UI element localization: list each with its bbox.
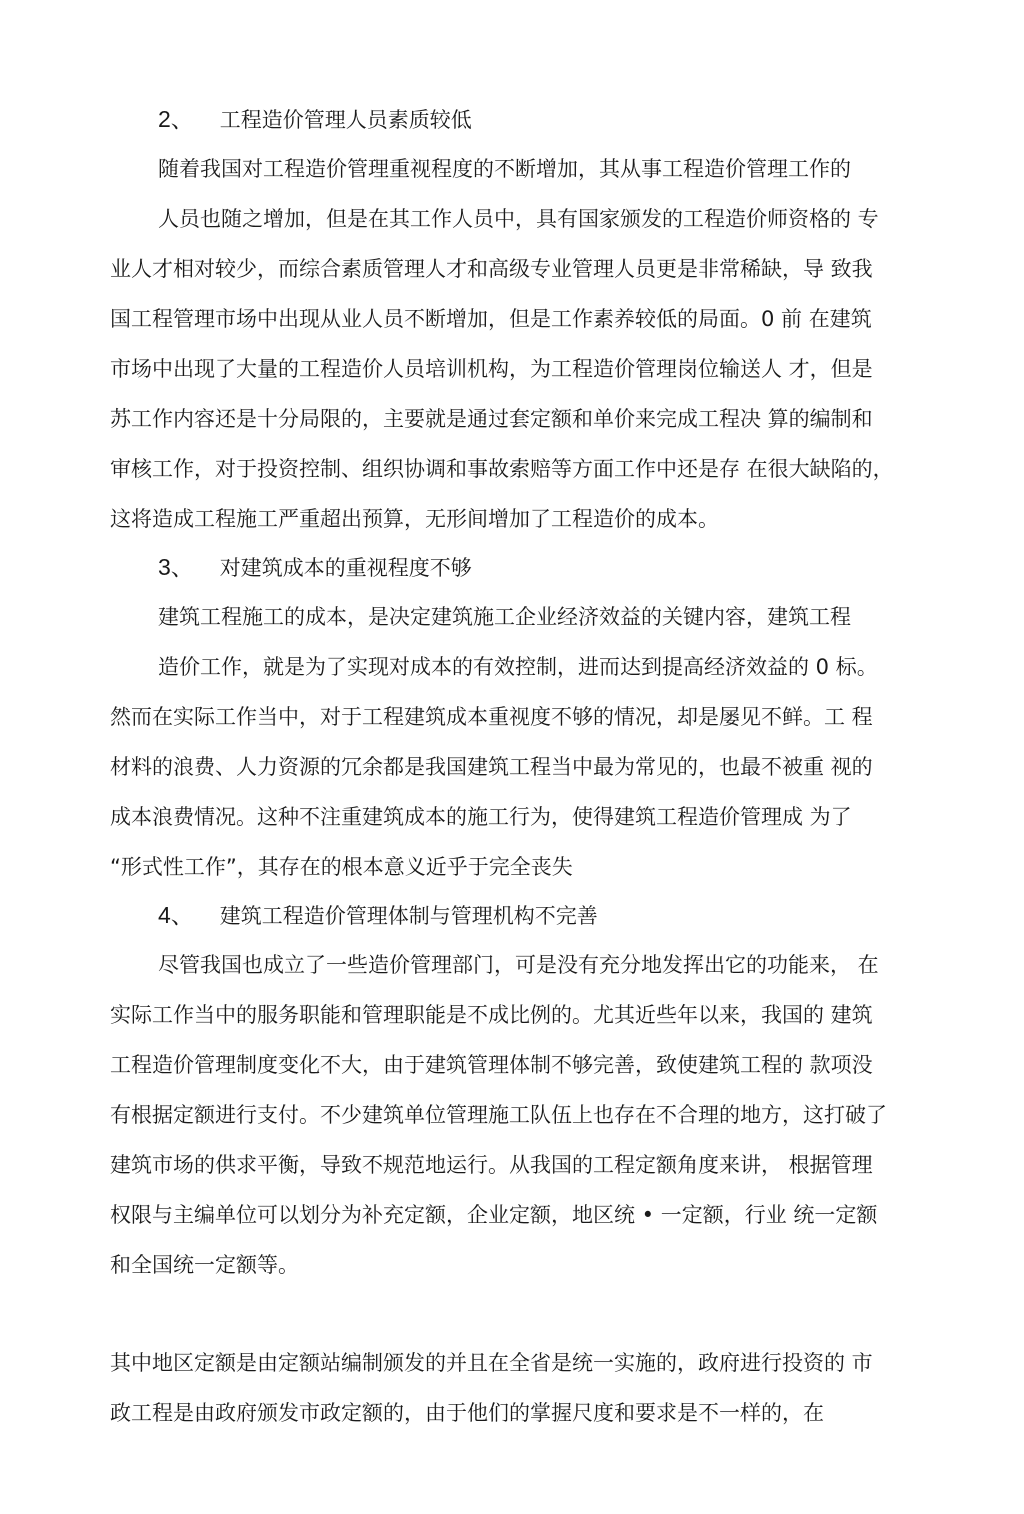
paragraph-line: 工程造价管理制度变化不大，由于建筑管理体制不够完善，致使建筑工程的 款项没 [110,1053,873,1077]
paragraph-line: 这将造成工程施工严重超出预算，无形间增加了工程造价的成本。 [110,507,719,531]
section-heading-3 [158,552,472,582]
paragraph-line: 然而在实际工作当中，对于工程建筑成本重视度不够的情况，却是屡见不鲜。工 程 [110,705,873,729]
paragraph-line: 随着我国对工程造价管理重视程度的不断增加，其从事工程造价管理工作的 [158,157,851,181]
paragraph-line: 造价工作，就是为了实现对成本的有效控制，进而达到提高经济效益的 0 标。 [158,655,878,679]
paragraph-line: 成本浪费情况。这种不注重建筑成本的施工行为，使得建筑工程造价管理成 为了 [110,805,852,829]
paragraph-line: 审核工作，对于投资控制、组织协调和事故索赔等方面工作中还是存 在很大缺陷的， [110,457,894,481]
paragraph-line: 建筑工程施工的成本，是决定建筑施工企业经济效益的关键内容，建筑工程 [158,605,851,629]
paragraph-line: “形式性工作”，其存在的根本意义近乎于完全丧失 [110,855,573,879]
section-title: 工程造价管理人员素质较低 [219,108,472,132]
paragraph-line: 材料的浪费、人力资源的冗余都是我国建筑工程当中最为常见的，也最不被重 视的 [110,755,873,779]
paragraph-line: 权限与主编单位可以划分为补充定额，企业定额，地区统 • 一定额，行业 统一定额 [110,1203,878,1227]
paragraph-line: 其中地区定额是由定额站编制颁发的并且在全省是统一实施的，政府进行投资的 市 [110,1351,873,1375]
paragraph-line: 建筑市场的供求平衡，导致不规范地运行。从我国的工程定额角度来讲， 根据管理 [110,1153,873,1177]
paragraph-line: 政工程是由政府颁发市政定额的，由于他们的掌握尺度和要求是不一样的，在 [110,1401,824,1425]
paragraph-line: 有根据定额进行支付。不少建筑单位管理施工队伍上也存在不合理的地方，这打破了 [110,1103,887,1127]
section-title: 建筑工程造价管理体制与管理机构不完善 [219,904,598,928]
paragraph-line: 苏工作内容还是十分局限的，主要就是通过套定额和单价来完成工程决 算的编制和 [110,407,873,431]
section-number: 3、 [158,554,194,580]
paragraph-line: 人员也随之增加，但是在其工作人员中，具有国家颁发的工程造价师资格的 专 [158,207,879,231]
paragraph-line: 尽管我国也成立了一些造价管理部门，可是没有充分地发挥出它的功能来， 在 [158,953,879,977]
section-heading-2 [158,104,472,134]
paragraph-line: 市场中出现了大量的工程造价人员培训机构，为工程造价管理岗位输送人 才，但是 [110,357,873,381]
paragraph-line: 国工程管理市场中出现从业人员不断增加，但是工作素养较低的局面。0 前 在建筑 [110,307,872,331]
section-number: 4、 [158,902,194,928]
section-title: 对建筑成本的重视程度不够 [219,556,472,580]
paragraph-line: 实际工作当中的服务职能和管理职能是不成比例的。尤其近些年以来，我国的 建筑 [110,1003,873,1027]
paragraph-line: 和全国统一定额等。 [110,1253,299,1277]
paragraph-line: 业人才相对较少，而综合素质管理人才和高级专业管理人员更是非常稀缺，导 致我 [110,257,873,281]
section-number: 2、 [158,106,194,132]
section-heading-4 [158,900,598,930]
